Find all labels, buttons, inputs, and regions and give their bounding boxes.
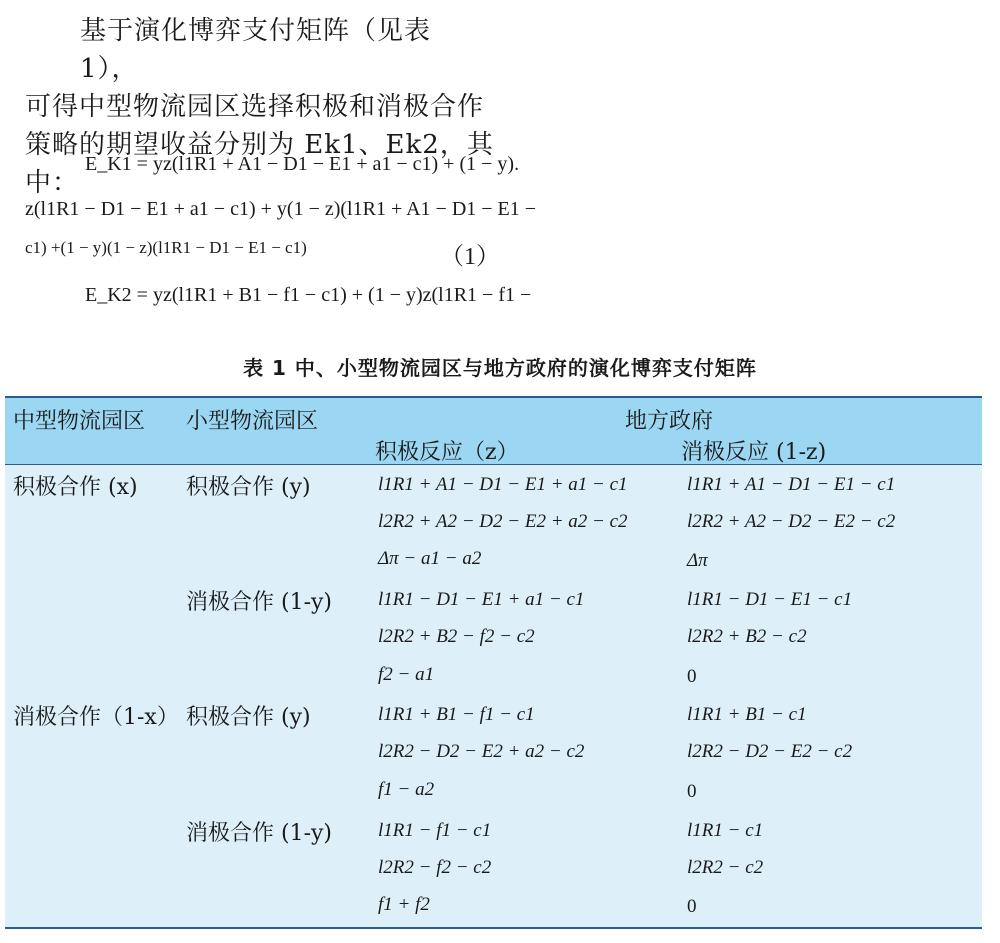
payoff-cell: l2R2 + B2 − f2 − c2: [378, 626, 535, 647]
header-positive-response: 积极反应（z）: [375, 440, 519, 465]
row-label-small: 消极合作 (1-y): [186, 590, 333, 615]
payoff-cell: l1R1 + A1 − D1 − E1 − c1: [687, 474, 896, 495]
payoff-cell: Δπ: [687, 550, 708, 571]
payoff-cell: l1R1 + B1 − f1 − c1: [378, 704, 535, 725]
payoff-cell: l2R2 − f2 − c2: [378, 857, 492, 878]
payoff-cell: l1R1 − f1 − c1: [378, 820, 492, 841]
table-header: [5, 398, 982, 465]
table-caption: 表 1 中、小型物流园区与地方政府的演化博弈支付矩阵: [243, 356, 757, 380]
payoff-cell: f2 − a1: [378, 664, 435, 685]
row-label-medium: 消极合作（1-x）: [13, 705, 179, 730]
payoff-cell: l2R2 + A2 − D2 − E2 − c2: [687, 511, 896, 532]
payoff-cell: l1R1 + B1 − c1: [687, 704, 807, 725]
payoff-cell: l1R1 − D1 − E1 + a1 − c1: [378, 589, 585, 610]
payoff-cell: l2R2 − D2 − E2 + a2 − c2: [378, 741, 585, 762]
header-negative-response: 消极反应 (1-z): [681, 440, 827, 465]
payoff-cell: l1R1 + A1 − D1 − E1 + a1 − c1: [378, 474, 628, 495]
payoff-cell: 0: [687, 666, 697, 687]
equation-number: （1）: [440, 244, 500, 270]
payoff-cell: 0: [687, 896, 697, 917]
payoff-cell: f1 − a2: [378, 779, 435, 800]
payoff-cell: l1R1 − D1 − E1 − c1: [687, 589, 853, 610]
equation-1-line-1: E_K1 = yz(l1R1 + A1 − D1 − E1 + a1 − c1) + (1 − y).: [85, 153, 520, 175]
payoff-cell: l1R1 − c1: [687, 820, 764, 841]
payoff-cell: l2R2 + B2 − c2: [687, 626, 807, 647]
payoff-cell: l2R2 − c2: [687, 857, 764, 878]
paragraph-line: 可得中型物流园区选择积极和消极合作: [25, 92, 485, 122]
payoff-cell: f1 + f2: [378, 894, 430, 915]
equation-2-line-1: E_K2 = yz(l1R1 + B1 − f1 − c1) + (1 − y)z(l1R1 − f1 −: [85, 284, 532, 306]
row-label-medium: 积极合作 (x): [13, 475, 138, 500]
payoff-cell: l2R2 − D2 − E2 − c2: [687, 741, 853, 762]
header-small-park: 小型物流园区: [186, 409, 319, 434]
payoff-cell: Δπ − a1 − a2: [378, 548, 482, 569]
equation-1-line-3: c1) +(1 − y)(1 − z)(l1R1 − D1 − E1 − c1): [25, 238, 307, 257]
row-label-small: 积极合作 (y): [186, 475, 311, 500]
row-label-small: 消极合作 (1-y): [186, 821, 333, 846]
header-local-government: 地方政府: [625, 409, 714, 434]
row-label-small: 积极合作 (y): [186, 705, 311, 730]
payoff-cell: l2R2 + A2 − D2 − E2 + a2 − c2: [378, 511, 628, 532]
paragraph-line: 策略的期望收益分别为 Ek1、Ek2，其中：: [25, 130, 494, 198]
payoff-matrix-table: [5, 396, 982, 929]
paragraph-line: 基于演化博弈支付矩阵（见表 1），: [80, 16, 432, 84]
payoff-cell: 0: [687, 781, 697, 802]
header-medium-park: 中型物流园区: [13, 409, 146, 434]
equation-1-line-2: z(l1R1 − D1 − E1 + a1 − c1) + y(1 − z)(l1R1 + A1 − D1 − E1 −: [25, 198, 537, 220]
